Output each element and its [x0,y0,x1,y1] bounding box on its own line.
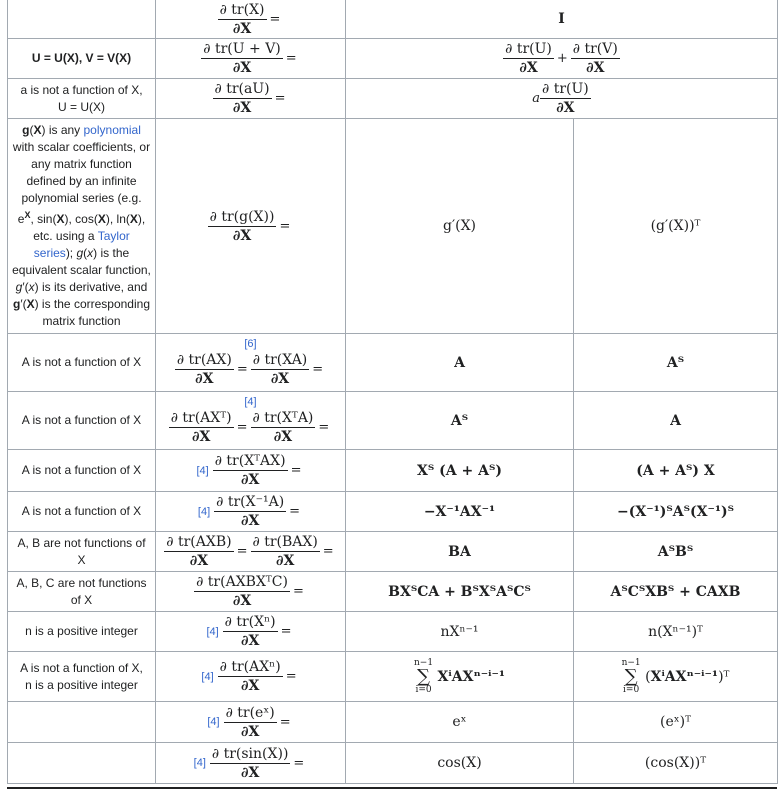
fraction: $\frac{\text{∂ tr(XᵀA)}}{\partial X}$ [252,410,314,445]
result-cell: eˣ [346,702,574,743]
table-row [8,702,778,743]
table-row [8,572,778,612]
condition-cell: A is not a function of X, n is a positive integer [8,652,156,702]
expression-cell: [4] $\frac{\text{∂ tr(AXᵀ)}}{\partial X}$ = $\frac{\text{∂ tr(XᵀA)}}{\partial X}$ = [156,392,346,450]
citation[interactable]: [4] [197,505,211,518]
expression-cell: $\frac{\text{∂ tr(AXBXᵀC)}}{\partial X}$ = [156,572,346,612]
table-row [8,532,778,572]
condition-cell: A is not a function of X [8,450,156,492]
citation[interactable]: [4] [196,464,209,477]
result-transpose-cell: −(X⁻¹)ᵀAᵀ(X⁻¹)ᵀ [574,492,778,532]
expression-cell: [4] $\frac{\text{∂ tr(X⁻¹A)}}{\partial X}$ = [156,492,346,532]
expression-cell: $\frac{\partial tr(aU)}{\partial X}$ = [156,79,346,119]
fraction: $\frac{\text{∂ tr(Xⁿ)}}{\partial X}$ [224,614,276,649]
condition-cell: A, B are not functions of X [8,532,156,572]
table-row [8,492,778,532]
result-transpose-cell: A [574,392,778,450]
result-cell: g′(X) [346,119,574,334]
fraction: $\frac{\partial tr(g(X))}{\partial X}$ [209,208,275,244]
expression-cell: $\frac{\text{∂ tr(AXB)}}{\partial X}$ = $\frac{\text{∂ tr(BAX)}}{\partial X}$ = [156,532,346,572]
fraction: $\frac{\text{∂ tr(XᵀAX)}}{\partial X}$ [214,453,286,488]
expression-cell: [4] $\frac{\text{∂ tr(AXⁿ)}}{\partial X}$ = [156,652,346,702]
table-row [8,39,778,79]
result-cell: I [346,0,778,39]
condition-cell: g(X) is any polynomial with scalar coefficients, or any matrix function defined by an infinite polynomial series (e.g. $e^X$, sin(X), cos(X), ln(X), etc. using a Taylor series); g(x) is the equivalent scalar function, g′(x) is its derivative, and g′(X) is the corresponding matrix function [8,119,156,334]
condition-cell: n is a positive integer [8,612,156,652]
citation[interactable]: [4] [206,625,219,638]
result-cell: cos(X) [346,743,574,784]
result-cell: Aᵀ [346,392,574,450]
table-row [8,743,778,784]
polynomial-link[interactable]: polynomial [83,123,141,137]
result-cell: Xᵀ (A + Aᵀ) [346,450,574,492]
fraction: $\frac{\text{∂ tr(AXBXᵀC)}}{\partial X}$ [196,574,288,609]
citation[interactable]: [6] [244,338,257,350]
expression-cell: $\frac{\partial tr(X)}{\partial X}$ = [156,0,346,39]
expression-cell: [6] $\frac{\partial tr(AX)}{\partial X}$ = $\frac{\partial tr(XA)}{\partial X}$ = [156,334,346,392]
expression-cell: $\frac{\partial tr(g(X))}{\partial X}$ = [156,119,346,334]
result-transpose-cell: AᵀCᵀXBᵀ + CAXB [574,572,778,612]
result-cell: a $\frac{\partial tr(U)}{\partial X}$ [346,79,778,119]
result-transpose-cell: n(Xⁿ⁻¹)ᵀ [574,612,778,652]
result-transpose-cell: n−1 ∑ i=0 (XⁱAXⁿ⁻ⁱ⁻¹)ᵀ [574,652,778,702]
fraction: $\frac{\partial tr(aU)}{\partial X}$ [214,81,270,116]
table-row [8,392,778,450]
expression-cell: [4] $\frac{\partial tr(\sin(X))}{\partial X}$ = [156,743,346,784]
fraction: $\frac{\text{∂ tr(AXB)}}{\partial X}$ [166,534,232,569]
fraction: $\frac{\text{∂ tr(AXᵀ)}}{\partial X}$ [170,410,232,445]
result-cell: −X⁻¹AX⁻¹ [346,492,574,532]
table-row [8,612,778,652]
fraction: $\frac{\partial tr(\sin(X))}{\partial X}$ [211,745,289,781]
condition-cell [8,0,156,39]
expression-cell: [4] $\frac{\text{∂ tr(eˣ)}}{\partial X}$ = [156,702,346,743]
expression-cell: [4] $\frac{\text{∂ tr(XᵀAX)}}{\partial X}$ = [156,450,346,492]
fraction: $\frac{\text{∂ tr(AXⁿ)}}{\partial X}$ [219,659,281,694]
condition-cell: A, B, C are not functions of X [8,572,156,612]
taylor-series-link[interactable]: Taylor series [33,229,130,260]
condition-cell: a is not a function of X, U = U(X) [8,79,156,119]
citation[interactable]: [4] [244,396,257,408]
fraction: $\frac{\text{∂ tr(X⁻¹A)}}{\partial X}$ [216,494,285,529]
result-cell: A [346,334,574,392]
condition-cell: U = U(X), V = V(X) [8,39,156,79]
table-row [8,119,778,334]
condition-cell [8,743,156,784]
condition-cell [8,702,156,743]
fraction: $\frac{\text{∂ tr(BAX)}}{\partial X}$ [252,534,318,569]
result-cell: n−1 ∑ i=0 XⁱAXⁿ⁻ⁱ⁻¹ [346,652,574,702]
condition-cell: A is not a function of X [8,492,156,532]
result-transpose-cell: (g′(X))ᵀ [574,119,778,334]
condition-cell: A is not a function of X [8,334,156,392]
result-cell: BXᵀCA + BᵀXᵀAᵀCᵀ [346,572,574,612]
result-cell: BA [346,532,574,572]
result-cell: nXⁿ⁻¹ [346,612,574,652]
expression-cell: $\frac{\partial tr(U + V)}{\partial X}$ = [156,39,346,79]
result-cell: $\frac{\partial tr(U)}{\partial X}$ + $\frac{\partial tr(V)}{\partial X}$ [346,39,778,79]
fraction: $\frac{\partial tr(XA)}{\partial X}$ [252,352,308,387]
citation[interactable]: [4] [207,716,220,728]
fraction: $\frac{\partial tr(X)}{\partial X}$ [219,1,265,37]
result-transpose-cell: Aᵀ [574,334,778,392]
result-transpose-cell: (cos(X))ᵀ [574,743,778,784]
table-row [8,652,778,702]
table-row [8,0,778,39]
citation[interactable]: [4] [193,757,206,769]
fraction: $\frac{\partial tr(U + V)}{\partial X}$ [203,41,281,76]
table-row [8,334,778,392]
result-transpose-cell: (eˣ)ᵀ [574,702,778,743]
expression-cell: [4] $\frac{\text{∂ tr(Xⁿ)}}{\partial X}$ = [156,612,346,652]
fraction: $\frac{\text{∂ tr(eˣ)}}{\partial X}$ [225,704,275,740]
table-row [8,79,778,119]
citation[interactable]: [4] [201,670,214,683]
condition-cell: A is not a function of X [8,392,156,450]
fraction: $\frac{\partial tr(AX)}{\partial X}$ [176,352,232,387]
result-transpose-cell: (A + Aᵀ) X [574,450,778,492]
table-row [8,450,778,492]
matrix-derivative-table [7,0,778,784]
result-transpose-cell: AᵀBᵀ [574,532,778,572]
